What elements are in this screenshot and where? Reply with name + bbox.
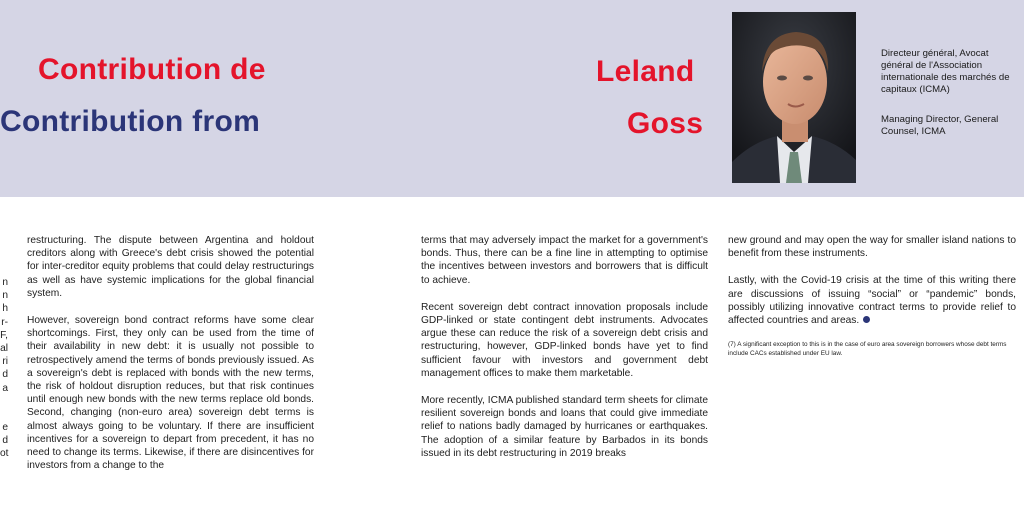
clipped-letter: n	[2, 290, 8, 302]
clipped-letter	[0, 395, 8, 408]
clipped-letter: n	[2, 277, 8, 288]
clipped-letter: h	[2, 303, 8, 315]
end-of-article-bullet-icon	[863, 316, 870, 323]
title-english: Contribution from	[0, 105, 261, 138]
author-bio-english: Managing Director, General Counsel, ICMA	[881, 114, 999, 137]
author-bio-french: Directeur général, Avocat général de l'Association internationale des marchés de capitaux (ICMA)	[881, 48, 1010, 95]
clipped-letter: a	[2, 382, 8, 394]
paragraph: terms that may adversely impact the market for a government's bonds. Thus, there can be a fine line in attempting to optimise the incentives between investors and borrowers that is difficult to achieve.	[421, 235, 708, 286]
paragraph: However, sovereign bond contract reforms have some clear shortcomings. First, they only can be used from the time of their availability in new debt: it is usually not possible to retrospectively amend the terms of bonds previously issued. As a sovereign's debt is replaced with bonds with the new terms, the risk of holdout disruption reduces, but that risk continues until enough new bonds with the new terms replace old bonds. Second, changing (non-euro area) sovereign debt terms is almost always going to be voluntary. If there are insufficient incentives for a sovereign to depart from precedent, it has no need to change its terms. Likewise, if there are disincentives for investors from a change to the	[27, 315, 314, 472]
body-column-1	[27, 234, 314, 486]
clipped-column-edge	[0, 276, 8, 461]
paragraph: restructuring. The dispute between Argentina and holdout creditors along with Greece's debt crisis showed the potential for inter-creditor equity problems that could delay restructurings as well as have systemic implications for the global financial system.	[27, 235, 314, 299]
clipped-letter: d	[2, 435, 8, 447]
clipped-letter: r-	[1, 316, 8, 328]
paragraph: new ground and may open the way for smaller island nations to benefit from these instruments.	[728, 235, 1016, 260]
clipped-letter: al	[0, 342, 8, 354]
clipped-letter: ri	[2, 356, 8, 368]
title-french: Contribution de	[38, 53, 266, 86]
paragraph: Recent sovereign debt contract innovation proposals include GDP-linked or state contingent debt instruments. Advocates argue these can reduce the risk of a sovereign debt crisis and restructuring, however, GDP-linked bonds have yet to find sufficient favour with investors and government debt management offices to make them marketable.	[421, 301, 708, 379]
author-last-name: Goss	[627, 107, 704, 140]
paragraph: More recently, ICMA published standard term sheets for climate resilient sovereign bonds and loans that could give immediate relief to nations badly damaged by hurricanes or earthquakes. The adoption of a similar feature by Barbados in its bonds issued in its debt restructuring in 2019 breaks	[421, 395, 708, 459]
body-column-2	[421, 234, 708, 474]
author-portrait	[732, 12, 856, 183]
paragraph-text: Lastly, with the Covid-19 crisis at the time of this writing there are discussions of issuing “social” or “pandemic” bonds, possibly utilizing innovative contract terms to provide relief to affected countries and areas.	[728, 275, 1016, 327]
author-first-name: Leland	[596, 55, 695, 88]
clipped-letter: F,	[0, 329, 8, 341]
body-column-3	[728, 234, 1016, 372]
paragraph	[728, 274, 1016, 327]
clipped-letter: e	[2, 422, 8, 434]
footnote: (7) A significant exception to this is in the case of euro area sovereign borrowers whose debt terms include CACs established under EU law.	[728, 341, 1007, 357]
clipped-letter	[0, 408, 8, 421]
clipped-letter: ot	[0, 448, 9, 460]
clipped-letter: d	[2, 369, 8, 381]
header-band	[0, 0, 1024, 197]
